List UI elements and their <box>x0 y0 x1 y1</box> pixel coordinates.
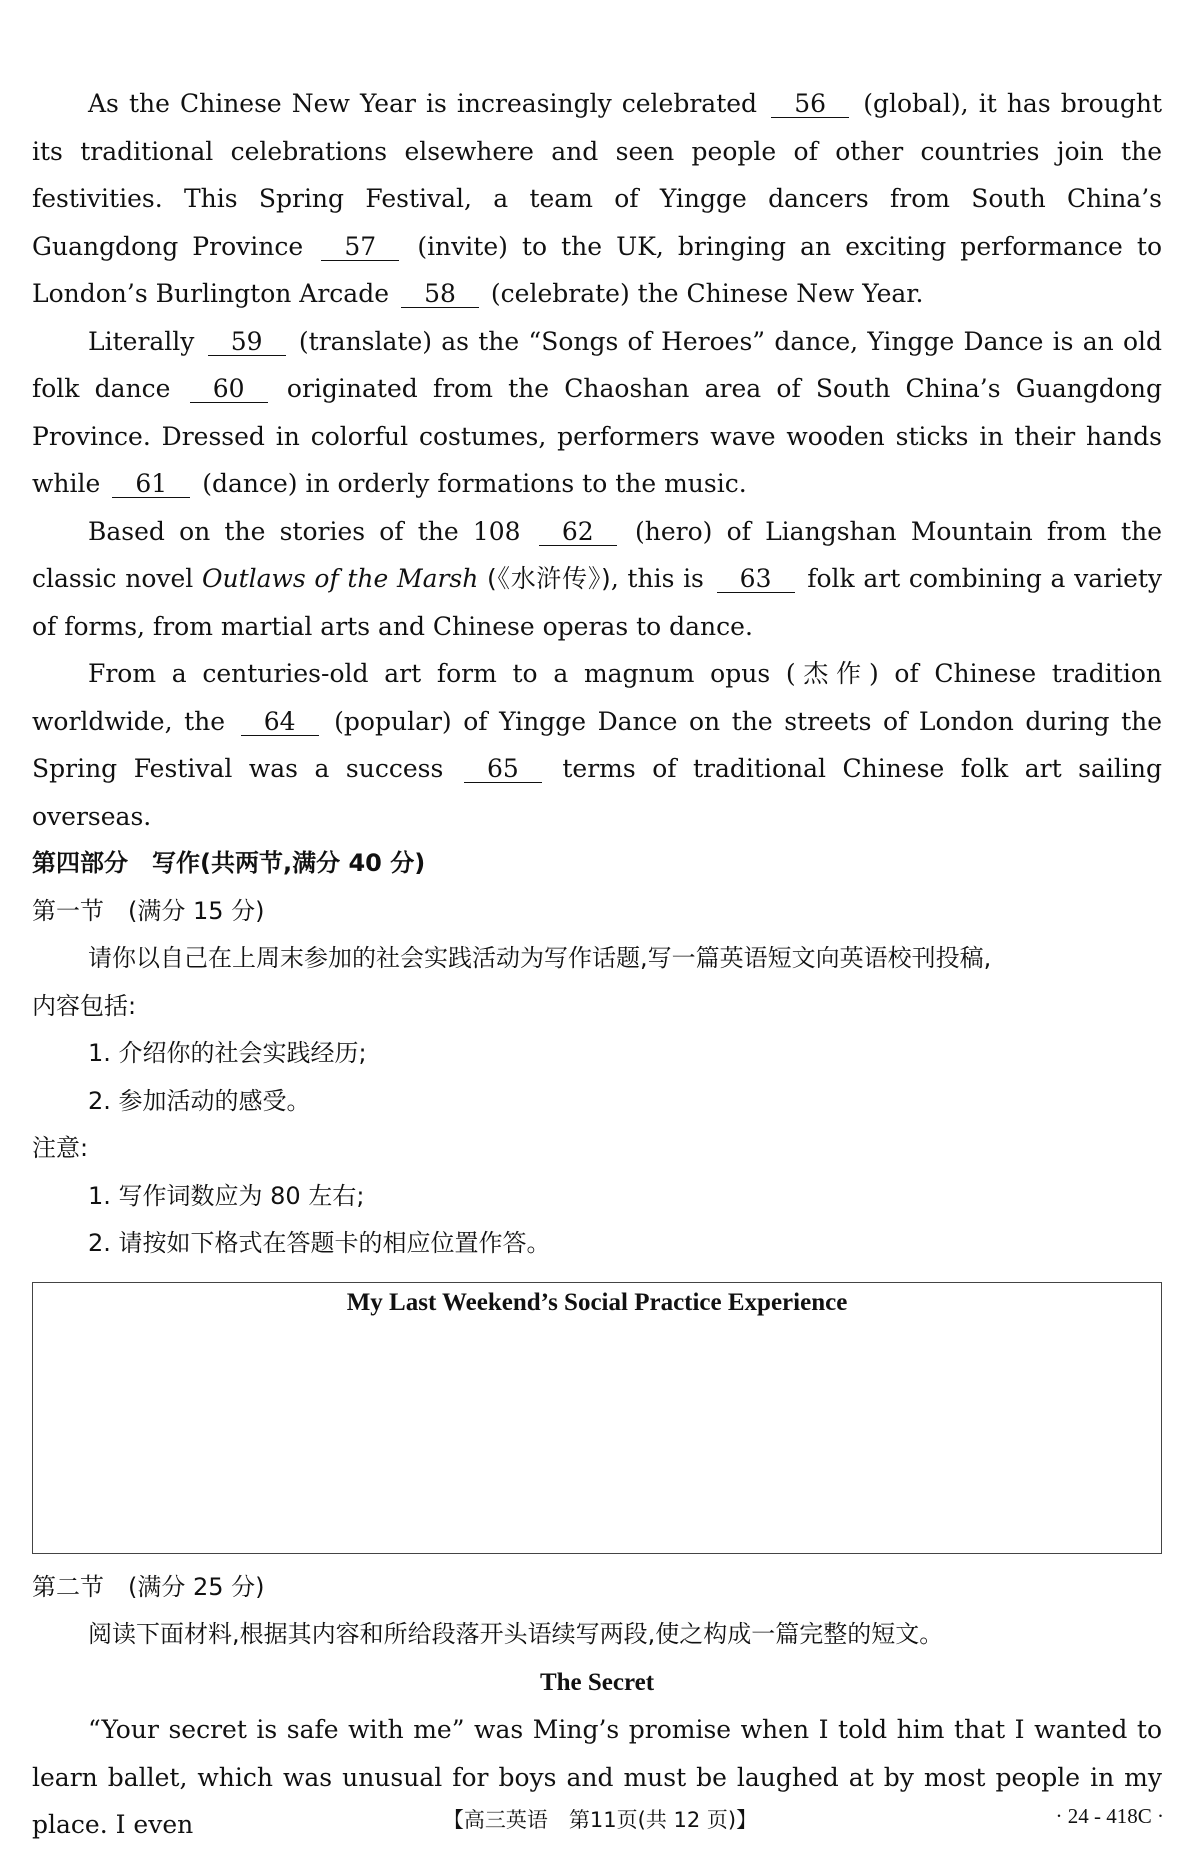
writing-prompt: 请你以自己在上周末参加的社会实践活动为写作话题,写一篇英语短文向英语校刊投稿, <box>88 944 992 972</box>
passage-text: From a centuries-old art form to a magnum opus (杰作) of Chinese tradition worldwide, the <box>32 659 1162 736</box>
blank-59: 59 <box>208 329 286 356</box>
page-footer <box>0 1804 1200 1834</box>
novel-chinese-title: (《水浒传》) <box>487 564 611 593</box>
answer-box-title: My Last Weekend’s Social Practice Experience <box>346 1288 848 1316</box>
section-two-heading: 第二节 (满分 25 分) <box>32 1572 265 1601</box>
note-heading: 注意: <box>32 1134 89 1162</box>
passage-text: (translate) as the “Songs of Heroes” dance, Yingge Dance is an old folk dance <box>32 326 1162 403</box>
passage-text: (hero) of Liangshan Mountain from the classic novel <box>32 516 1162 593</box>
blank-60: 60 <box>190 376 268 403</box>
passage-paragraph-2 <box>32 318 1162 508</box>
passage-text: Based on the stories of the 108 <box>88 516 521 546</box>
content-item-1: 1. 介绍你的社会实践经历; <box>88 1039 367 1067</box>
passage-text: (popular) of Yingge Dance on the streets of London during the Spring Festival was a success <box>32 706 1163 783</box>
story-title: The Secret <box>539 1668 655 1696</box>
novel-title: Outlaws of the Marsh <box>201 564 479 593</box>
exam-page <box>32 80 1162 1849</box>
passage-paragraph-3 <box>32 508 1162 651</box>
passage-paragraph-1 <box>32 80 1162 318</box>
blank-56: 56 <box>771 91 849 118</box>
story-paragraph: “Your secret is safe with me” was Ming’s promise when I told him that I wanted to learn ballet, which was unusual for boys and must be laughed at by most people in my place. I even <box>32 1715 1162 1839</box>
section-one-heading: 第一节 (满分 15 分) <box>32 896 265 925</box>
passage-text: originated from the Chaoshan area of South China’s Guangdong Province. Dressed in colorful costumes, performers wave wooden sticks in their hands while <box>32 374 1162 498</box>
passage-text: (global), it has brought its traditional celebrations elsewhere and seen people of other countries join the festivities. This Spring Festival, a team of Yingge dancers from South China’s Guangdong Province <box>32 89 1162 261</box>
blank-58: 58 <box>401 281 479 308</box>
passage-text: As the Chinese New Year is increasingly celebrated <box>88 89 758 118</box>
section-two-instruction: 阅读下面材料,根据其内容和所给段落开头语续写两段,使之构成一篇完整的短文。 <box>88 1620 944 1648</box>
content-item-2: 2. 参加活动的感受。 <box>88 1086 311 1115</box>
passage-text: Literally <box>88 326 195 356</box>
blank-61: 61 <box>112 471 190 498</box>
blank-65: 65 <box>464 756 542 783</box>
answer-box <box>32 1282 1162 1554</box>
footer-code: · 24 - 418C · <box>1055 1804 1164 1828</box>
writing-prompt-continued: 内容包括: <box>32 991 137 1020</box>
blank-63: 63 <box>717 566 795 593</box>
note-item-2: 2. 请按如下格式在答题卡的相应位置作答。 <box>88 1229 551 1257</box>
blank-57: 57 <box>321 234 399 261</box>
passage-text: (dance) in orderly formations to the music. <box>202 469 747 498</box>
passage-text: (invite) to the UK, bringing an exciting performance to London’s Burlington Arcade <box>32 231 1162 308</box>
passage-text: , this is <box>610 564 704 593</box>
passage-text: (celebrate) the Chinese New Year. <box>490 279 924 308</box>
part-four-heading: 第四部分 写作(共两节,满分 40 分) <box>32 849 426 877</box>
note-item-1: 1. 写作词数应为 80 左右; <box>88 1181 365 1210</box>
blank-64: 64 <box>241 709 319 736</box>
passage-paragraph-4 <box>32 650 1162 840</box>
blank-62: 62 <box>539 519 617 546</box>
passage-text: folk art combining a variety of forms, from martial arts and Chinese operas to dance. <box>32 564 1163 641</box>
footer-page-info: 【高三英语 第11页(共 12 页)】 <box>442 1808 758 1832</box>
passage-text: terms of traditional Chinese folk art sailing overseas. <box>32 754 1162 831</box>
